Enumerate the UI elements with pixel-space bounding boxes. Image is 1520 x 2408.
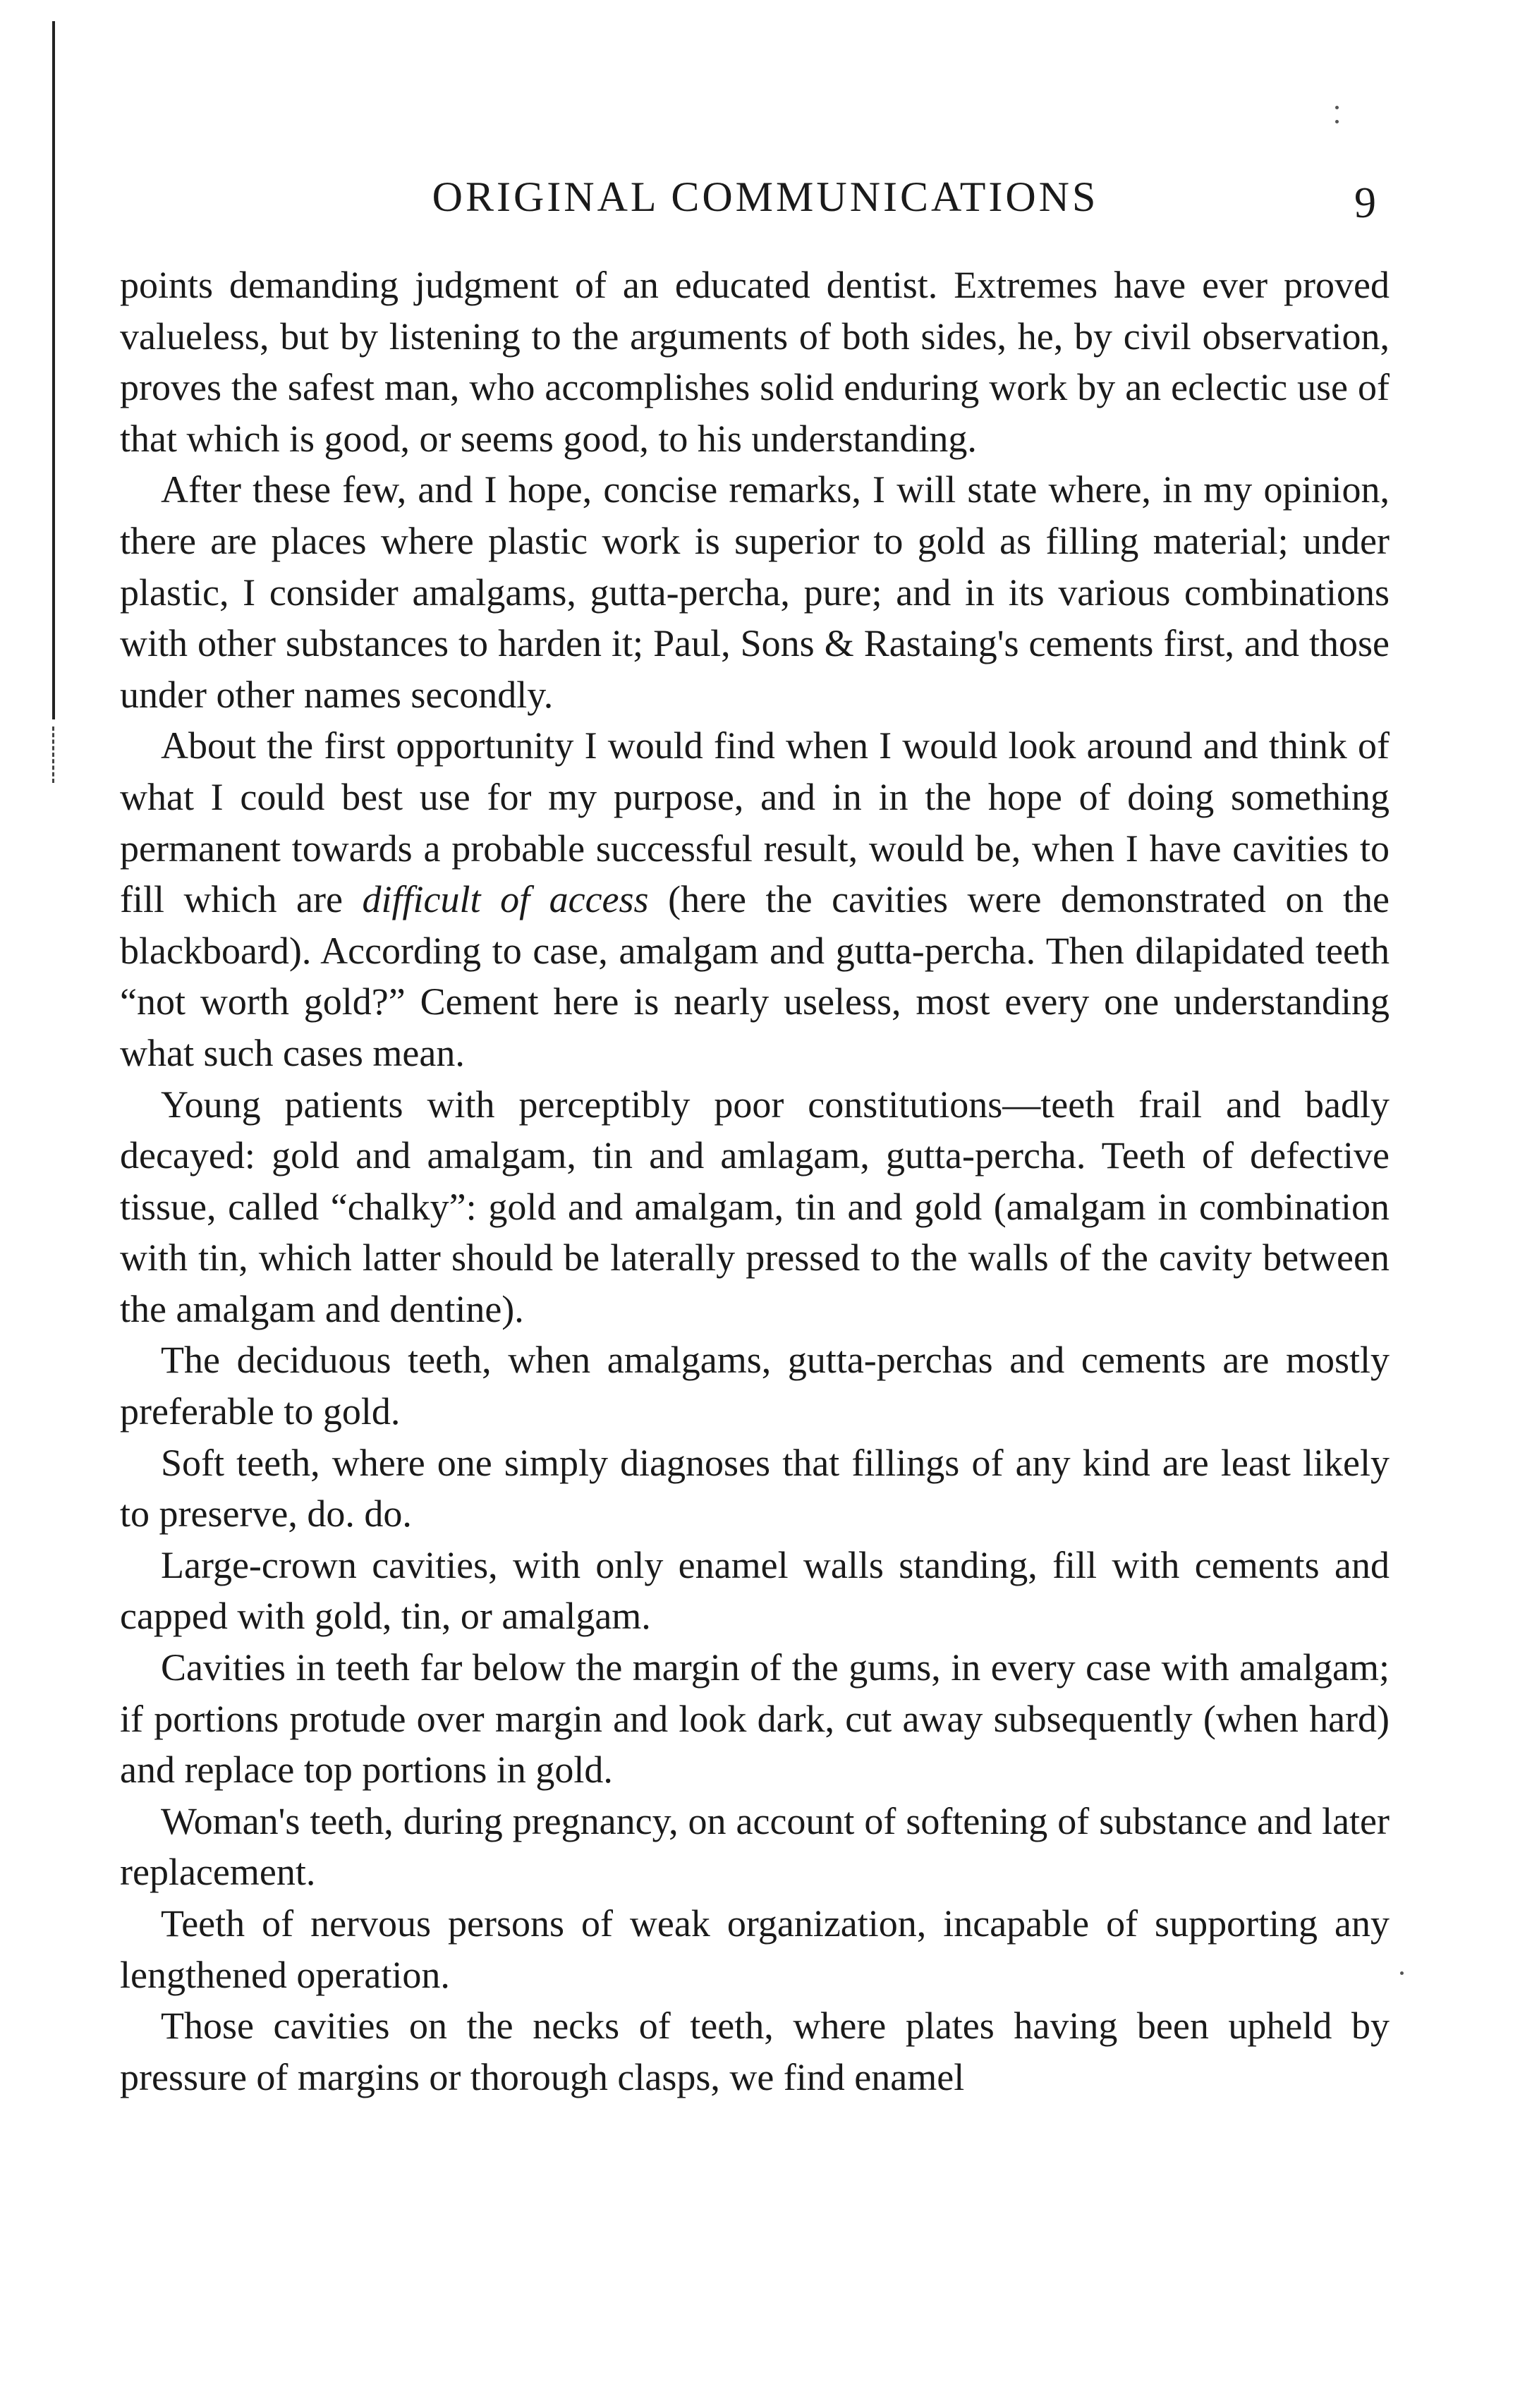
margin-rule-dashed	[52, 726, 56, 783]
print-speck	[1335, 106, 1339, 109]
body-text	[120, 260, 1390, 2103]
page-header	[0, 173, 1520, 229]
paragraph-nervous-persons: Teeth of nervous persons of weak organization, incapable of supporting any lengthened operation.	[120, 1902, 1390, 1996]
paragraph-large-crown: Large-crown cavities, with only enamel walls standing, fill with cements and capped with gold, tin, or amalgam.	[120, 1543, 1390, 1638]
paragraph-soft-teeth: Soft teeth, where one simply diagnoses that fillings of any kind are least likely to preserve, do. do.	[120, 1441, 1390, 1536]
paragraph-deciduous-teeth: The deciduous teeth, when amalgams, gutta-perchas and cements are mostly preferable to gold.	[120, 1339, 1390, 1433]
print-speck	[1335, 120, 1339, 123]
running-head: ORIGINAL COMMUNICATIONS	[432, 174, 1099, 220]
margin-rule	[52, 21, 55, 719]
paragraph-continuation: points demanding judgment of an educated dentist. Extremes have ever proved valueless, but by listening to the arguments of both sides, he, by civil observation, proves the safest man, who accomplishes solid enduring work by an eclectic use of that which is good, or seems good, to his understanding.	[120, 264, 1390, 460]
paragraph-young-patients: Young patients with perceptibly poor constitutions—teeth frail and badly decayed: gold and amalgam, tin and amlagam, gutta-percha. Teeth of defective tissue, called “chalky”: gold and amalgam, tin and gold (amalgam in combination with tin, which latter should be laterally pressed to the walls of the cavity between the amalgam and dentine).	[120, 1083, 1390, 1330]
paragraph-plastic-materials: After these few, and I hope, concise remarks, I will state where, in my opinion, there are places where plastic work is superior to gold as filling material; under plastic, I consider amalgams, gutta-percha, pure; and in its various combinations with other substances to harden it; Paul, Sons & Rastaing's cements first, and those under other names secondly.	[120, 468, 1390, 716]
paragraph-text: (here the cavities were demonstrated on the blackboard). According to case, amalgam and gutta-percha. Then dilapidated teeth “not worth gold?” Cement here is nearly useless, most every one understanding what such cases mean.	[120, 878, 1390, 1074]
italic-phrase: difficult of access	[362, 878, 649, 921]
paragraph-text: About the first opportunity I would find when I would look around and think of what I could best use for my purpose, and in in the hope of doing something permanent towards a probable successful result, would be, when I have cavities to fill which are	[120, 724, 1390, 921]
print-speck	[1400, 1971, 1404, 1975]
page-number: 9	[1354, 179, 1376, 227]
paragraph-pregnancy: Woman's teeth, during pregnancy, on account of softening of substance and later replacement.	[120, 1799, 1390, 1894]
paragraph-difficult-access	[120, 720, 1390, 1078]
paragraph-below-gums: Cavities in teeth far below the margin of the gums, in every case with amalgam; if portions protude over margin and look dark, cut away subsequently (when hard) and replace top portions in gold.	[120, 1646, 1390, 1792]
paragraph-necks-of-teeth: Those cavities on the necks of teeth, where plates having been upheld by pressure of margins or thorough clasps, we find enamel	[120, 2005, 1390, 2098]
